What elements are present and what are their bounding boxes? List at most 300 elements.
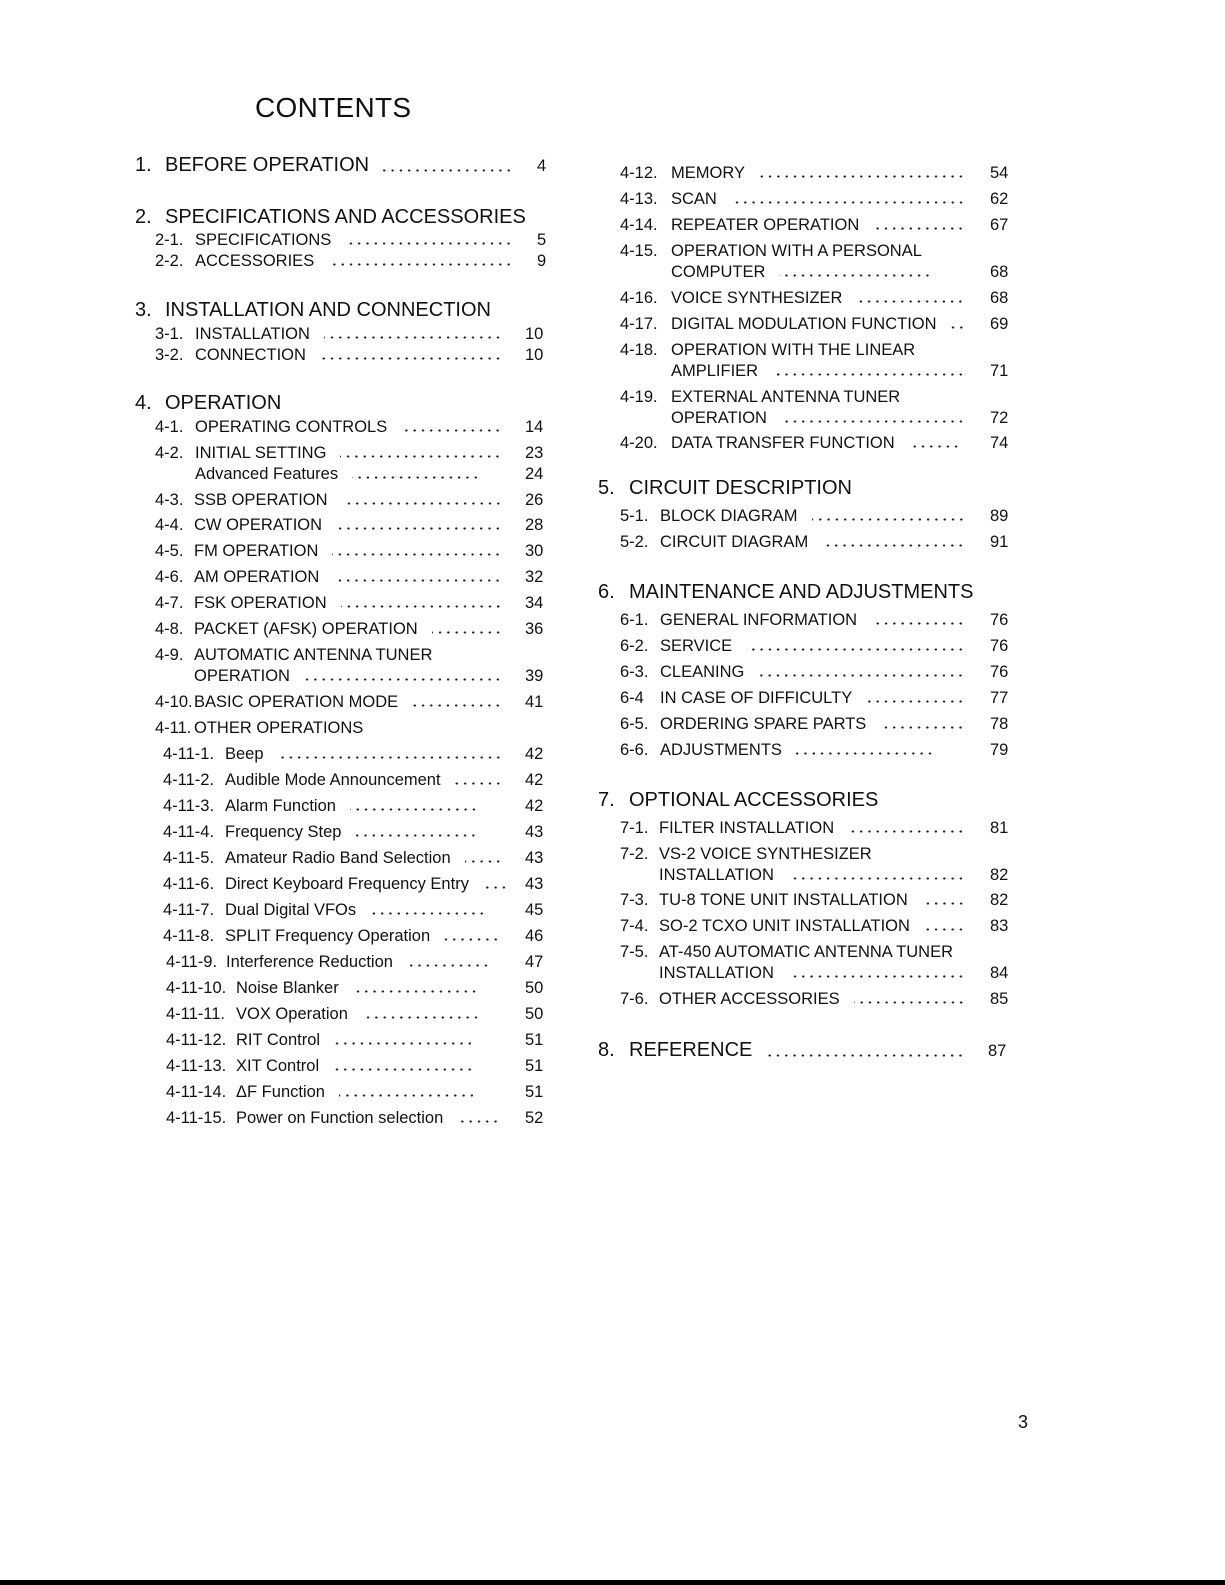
dot-leader <box>333 579 502 582</box>
entry-title: SPECIFICATIONS AND ACCESSORIES <box>165 206 526 228</box>
entry-title: DATA TRANSFER FUNCTION <box>671 434 895 452</box>
entry-title: AT-450 AUTOMATIC ANTENNA TUNER <box>659 943 954 961</box>
entry-page-number: 50 <box>525 1005 544 1023</box>
toc-entry[interactable] <box>194 515 502 535</box>
entry-title: IN CASE OF DIFFICULTY <box>660 689 853 707</box>
entry-page-number: 68 <box>990 263 1009 281</box>
dot-leader <box>320 357 502 360</box>
entry-page-number: 43 <box>525 849 544 867</box>
entry-title: SSB OPERATION <box>194 491 328 509</box>
dot-leader <box>759 175 965 178</box>
entry-page-number: 46 <box>525 927 544 945</box>
entry-number: 7-2. <box>620 845 649 863</box>
entry-title: RIT Control <box>236 1031 321 1049</box>
dot-leader <box>779 274 932 277</box>
entry-title: Interference Reduction <box>226 953 393 971</box>
entry-number: 6-5. <box>620 715 649 733</box>
toc-entry[interactable] <box>660 714 965 734</box>
entry-page-number: 50 <box>525 979 544 997</box>
entry-title: REFERENCE <box>629 1039 753 1061</box>
entry-page-number: 77 <box>990 689 1009 707</box>
entry-number: 6-4 <box>620 689 644 707</box>
toc-entry[interactable] <box>671 163 965 183</box>
toc-entry[interactable] <box>660 610 965 630</box>
toc-entry[interactable] <box>671 387 900 407</box>
entry-number: 4-20. <box>620 434 658 452</box>
entry-page-number: 82 <box>990 891 1009 909</box>
toc-entry[interactable] <box>671 189 965 209</box>
entry-page-number: 85 <box>990 990 1009 1008</box>
dot-leader <box>432 631 502 634</box>
entry-page-number: 83 <box>990 917 1009 935</box>
dot-leader <box>345 242 513 245</box>
entry-title: OPERATION WITH THE LINEAR <box>671 341 916 359</box>
entry-page-number: 78 <box>990 715 1009 733</box>
toc-entry[interactable] <box>659 916 965 936</box>
toc-entry[interactable] <box>165 153 513 177</box>
entry-page-number: 34 <box>525 594 544 612</box>
dot-leader <box>856 300 965 303</box>
dot-leader <box>880 726 965 729</box>
entry-page-number: 9 <box>537 252 547 270</box>
dot-leader <box>304 678 502 681</box>
dot-leader <box>340 455 502 458</box>
dot-leader <box>758 674 965 677</box>
toc-entry[interactable] <box>659 844 872 864</box>
entry-title: VS-2 VOICE SYNTHESIZER <box>659 845 872 863</box>
entry-page-number: 79 <box>990 741 1009 759</box>
entry-number: 3. <box>135 299 152 321</box>
dot-leader <box>342 502 502 505</box>
entry-number: 3-2. <box>155 346 184 364</box>
dot-leader <box>746 648 965 651</box>
entry-number: 3-1. <box>155 325 184 343</box>
entry-title: OPTIONAL ACCESSORIES <box>629 789 879 811</box>
entry-number: 4-18. <box>620 341 658 359</box>
entry-page-number: 71 <box>990 362 1009 380</box>
toc-entry[interactable] <box>165 391 281 415</box>
entry-page-number: 45 <box>525 901 544 919</box>
toc-entry[interactable] <box>659 818 965 838</box>
entry-number: 8. <box>598 1039 615 1061</box>
toc-entry[interactable] <box>671 241 922 261</box>
entry-number: 6. <box>598 581 615 603</box>
entry-number: 4-11-9. <box>166 953 218 971</box>
entry-page-number: 91 <box>990 533 1009 551</box>
toc-entry[interactable] <box>629 476 852 500</box>
entry-title: CONNECTION <box>195 346 306 364</box>
entry-number: 2. <box>135 206 152 228</box>
entry-number: 4-11-12. <box>166 1031 227 1049</box>
entry-page-number: 84 <box>990 964 1009 982</box>
entry-title: SO-2 TCXO UNIT INSTALLATION <box>659 917 910 935</box>
entry-number: 4-19. <box>620 388 658 406</box>
toc-entry[interactable] <box>659 942 953 962</box>
toc-entry[interactable] <box>629 788 878 812</box>
toc-entry[interactable] <box>194 718 363 738</box>
dot-leader <box>332 553 502 556</box>
entry-title: TU-8 TONE UNIT INSTALLATION <box>659 891 908 909</box>
entry-title: SCAN <box>671 190 717 208</box>
entry-title: ACCESSORIES <box>195 252 315 270</box>
toc-entry[interactable] <box>195 230 513 250</box>
toc-entry[interactable] <box>225 796 478 816</box>
entry-page-number: 51 <box>525 1083 544 1101</box>
toc-entry[interactable] <box>671 433 960 453</box>
dot-leader <box>788 877 965 880</box>
toc-entry[interactable] <box>660 532 965 552</box>
toc-entry[interactable] <box>671 288 965 308</box>
dot-leader <box>401 429 502 432</box>
toc-entry[interactable] <box>236 1056 474 1076</box>
page-title: CONTENTS <box>255 92 412 123</box>
dot-leader <box>328 263 513 266</box>
dot-leader <box>457 1120 500 1123</box>
toc-entry[interactable] <box>236 1004 480 1024</box>
toc-entry[interactable] <box>660 688 965 708</box>
toc-entry[interactable] <box>660 662 965 682</box>
dot-leader <box>483 886 508 889</box>
entry-page-number: 10 <box>525 346 544 364</box>
entry-number: 4-17. <box>620 315 658 333</box>
toc-entry[interactable] <box>194 666 502 686</box>
dot-leader <box>333 1068 474 1071</box>
dot-leader <box>922 902 965 905</box>
entry-page-number: 28 <box>525 516 544 534</box>
entry-number: 1. <box>135 154 152 176</box>
entry-number: 7-5. <box>620 943 649 961</box>
toc-entry[interactable] <box>194 619 502 639</box>
toc-entry[interactable] <box>195 251 513 271</box>
entry-title: Dual Digital VFOs <box>225 901 357 919</box>
page-number: 3 <box>1018 1412 1029 1432</box>
toc-entry[interactable] <box>165 298 491 322</box>
entry-title: EXTERNAL ANTENNA TUNER <box>671 388 901 406</box>
entry-title: VOICE SYNTHESIZER <box>671 289 843 307</box>
entry-page-number: 42 <box>525 771 544 789</box>
entry-title: REPEATER OPERATION <box>671 216 860 234</box>
entry-page-number: 82 <box>990 866 1009 884</box>
toc-entry[interactable] <box>671 408 965 428</box>
entry-number: 5-1. <box>620 507 649 525</box>
dot-leader <box>339 1094 476 1097</box>
entry-number: 4-12. <box>620 164 658 182</box>
toc-entry[interactable] <box>225 900 486 920</box>
entry-page-number: 52 <box>525 1109 544 1127</box>
toc-entry[interactable] <box>659 865 965 885</box>
entry-number: 4-7. <box>155 594 184 612</box>
entry-number: 4-13. <box>620 190 658 208</box>
dot-leader <box>350 808 478 811</box>
dot-leader <box>353 990 478 993</box>
entry-page-number: 39 <box>525 667 544 685</box>
entry-number: 5-2. <box>620 533 649 551</box>
entry-number: 4-11-11. <box>166 1005 226 1023</box>
entry-title: AUTOMATIC ANTENNA TUNER <box>194 646 433 664</box>
entry-page-number: 76 <box>990 663 1009 681</box>
entry-title: Direct Keyboard Frequency Entry <box>225 875 469 893</box>
toc-entry[interactable] <box>671 262 932 282</box>
entry-number: 4-11-3. <box>163 797 215 815</box>
entry-title: BEFORE OPERATION <box>165 154 370 176</box>
entry-title: SERVICE <box>660 637 733 655</box>
dot-leader <box>370 912 486 915</box>
dot-leader <box>362 1016 480 1019</box>
toc-entry[interactable] <box>660 636 965 656</box>
entry-title: Advanced Features <box>195 465 339 483</box>
dot-leader <box>341 605 502 608</box>
dot-leader <box>812 518 965 521</box>
dot-leader <box>871 622 965 625</box>
entry-title: Frequency Step <box>225 823 342 841</box>
toc-entry[interactable] <box>660 740 934 760</box>
toc-entry[interactable] <box>671 340 915 360</box>
entry-title: FM OPERATION <box>194 542 319 560</box>
toc-entry[interactable] <box>236 1082 476 1102</box>
entry-title: AM OPERATION <box>194 568 320 586</box>
toc-entry[interactable] <box>225 822 478 842</box>
entry-number: 6-6. <box>620 741 649 759</box>
entry-title: CW OPERATION <box>194 516 323 534</box>
entry-number: 4-2. <box>155 444 184 462</box>
toc-entry[interactable] <box>195 345 502 365</box>
entry-title: ΔF Function <box>236 1083 325 1101</box>
entry-title: CIRCUIT DESCRIPTION <box>629 477 852 499</box>
toc-entry[interactable] <box>236 1030 474 1050</box>
toc-entry[interactable] <box>226 952 490 972</box>
entry-page-number: 54 <box>990 164 1009 182</box>
entry-title: OPERATION <box>671 409 767 427</box>
entry-title: FILTER INSTALLATION <box>659 819 835 837</box>
entry-title: BASIC OPERATION MODE <box>194 693 399 711</box>
entry-title: MAINTENANCE AND ADJUSTMENTS <box>629 581 974 603</box>
toc-entry[interactable] <box>195 443 502 463</box>
toc-entry[interactable] <box>659 963 965 983</box>
toc-entry[interactable] <box>165 205 526 229</box>
entry-number: 7-1. <box>620 819 649 837</box>
entry-number: 4-1. <box>155 418 184 436</box>
entry-page-number: 47 <box>525 953 544 971</box>
toc-entry[interactable] <box>195 464 480 484</box>
dot-leader <box>407 964 490 967</box>
entry-number: 4-11-8. <box>163 927 215 945</box>
toc-entry[interactable] <box>194 541 502 561</box>
entry-number: 4-10. <box>155 693 193 711</box>
entry-number: 4-11-15. <box>166 1109 227 1127</box>
entry-page-number: 42 <box>525 745 544 763</box>
entry-number: 7. <box>598 789 615 811</box>
entry-page-number: 74 <box>990 434 1009 452</box>
entry-number: 4-16. <box>620 289 658 307</box>
entry-number: 7-6. <box>620 990 649 1008</box>
toc-entry[interactable] <box>195 417 502 437</box>
dot-leader <box>766 1054 965 1057</box>
entry-title: OPERATION <box>194 667 290 685</box>
entry-number: 4-11-4. <box>163 823 215 841</box>
entry-number: 6-2. <box>620 637 649 655</box>
dot-leader <box>412 704 502 707</box>
entry-title: VOX Operation <box>236 1005 348 1023</box>
dot-leader <box>278 756 502 759</box>
entry-title: SPLIT Frequency Operation <box>225 927 431 945</box>
dot-leader <box>444 938 500 941</box>
toc-entry[interactable] <box>629 1038 965 1062</box>
entry-number: 4-4. <box>155 516 184 534</box>
entry-title: XIT Control <box>236 1057 320 1075</box>
entry-title: Audible Mode Announcement <box>225 771 441 789</box>
entry-title: SPECIFICATIONS <box>195 231 332 249</box>
entry-number: 4-11-5. <box>163 849 215 867</box>
entry-page-number: 36 <box>525 620 544 638</box>
entry-title: PACKET (AFSK) OPERATION <box>194 620 418 638</box>
dot-leader <box>465 860 502 863</box>
entry-number: 4-6. <box>155 568 184 586</box>
entry-page-number: 68 <box>990 289 1009 307</box>
dot-leader <box>324 336 502 339</box>
dot-leader <box>909 445 960 448</box>
entry-number: 4-11-14. <box>166 1083 227 1101</box>
entry-title: FSK OPERATION <box>194 594 327 612</box>
toc-entry[interactable] <box>194 692 502 712</box>
entry-title: Beep <box>225 745 264 763</box>
entry-title: COMPUTER <box>671 263 766 281</box>
entry-title: DIGITAL MODULATION FUNCTION <box>671 315 937 333</box>
entry-page-number: 4 <box>537 157 547 175</box>
entry-number: 6-3. <box>620 663 649 681</box>
dot-leader <box>772 373 965 376</box>
entry-title: Noise Blanker <box>236 979 339 997</box>
entry-page-number: 67 <box>990 216 1009 234</box>
entry-page-number: 76 <box>990 611 1009 629</box>
toc-entry[interactable] <box>660 506 965 526</box>
entry-number: 6-1. <box>620 611 649 629</box>
dot-leader <box>924 928 965 931</box>
entry-page-number: 23 <box>525 444 544 462</box>
dot-leader <box>848 830 965 833</box>
dot-leader <box>822 544 965 547</box>
entry-title: OPERATION WITH A PERSONAL <box>671 242 922 260</box>
entry-title: INSTALLATION AND CONNECTION <box>165 299 491 321</box>
entry-title: OPERATION <box>165 392 282 414</box>
entry-page-number: 14 <box>525 418 544 436</box>
entry-number: 2-2. <box>155 252 184 270</box>
entry-title: CLEANING <box>660 663 745 681</box>
entry-page-number: 41 <box>525 693 544 711</box>
entry-title: ADJUSTMENTS <box>660 741 782 759</box>
entry-title: OPERATING CONTROLS <box>195 418 388 436</box>
dot-leader <box>951 326 965 329</box>
entry-number: 4-11-1. <box>163 745 215 763</box>
toc-entry[interactable] <box>236 978 478 998</box>
entry-number: 4-11-2. <box>163 771 215 789</box>
entry-page-number: 30 <box>525 542 544 560</box>
entry-number: 4-11-13. <box>166 1057 227 1075</box>
dot-leader <box>866 700 965 703</box>
entry-number: 4-15. <box>620 242 658 260</box>
entry-number: 4-3. <box>155 491 184 509</box>
entry-number: 4-8. <box>155 620 184 638</box>
entry-number: 4-11-6. <box>163 875 215 893</box>
entry-title: GENERAL INFORMATION <box>660 611 858 629</box>
entry-page-number: 72 <box>990 409 1009 427</box>
toc-entry[interactable] <box>236 1108 500 1128</box>
entry-page-number: 76 <box>990 637 1009 655</box>
toc-entry[interactable] <box>194 567 502 587</box>
toc-entry[interactable] <box>194 593 502 613</box>
entry-page-number: 32 <box>525 568 544 586</box>
entry-number: 2-1. <box>155 231 184 249</box>
entry-page-number: 43 <box>525 823 544 841</box>
entry-number: 7-3. <box>620 891 649 909</box>
dot-leader <box>455 782 502 785</box>
entry-title: INSTALLATION <box>195 325 310 343</box>
toc-entry[interactable] <box>225 744 502 764</box>
entry-page-number: 5 <box>537 231 547 249</box>
entry-number: 4-11. <box>155 719 192 737</box>
entry-number: 4-9. <box>155 646 184 664</box>
entry-title: INITIAL SETTING <box>195 444 327 462</box>
entry-number: 4-5. <box>155 542 184 560</box>
toc-entry[interactable] <box>194 490 502 510</box>
toc-entry[interactable] <box>671 361 965 381</box>
toc-entry[interactable] <box>195 324 502 344</box>
entry-page-number: 69 <box>990 315 1009 333</box>
toc-entry[interactable] <box>194 645 432 665</box>
toc-entry[interactable] <box>659 890 965 910</box>
dot-leader <box>796 752 934 755</box>
dot-leader <box>352 476 480 479</box>
entry-title: AMPLIFIER <box>671 362 759 380</box>
entry-title: OTHER OPERATIONS <box>194 719 364 737</box>
entry-page-number: 51 <box>525 1031 544 1049</box>
dot-leader <box>336 527 502 530</box>
entry-number: 4-11-7. <box>163 901 215 919</box>
entry-number: 4. <box>135 392 152 414</box>
entry-title: Power on Function selection <box>236 1109 444 1127</box>
entry-number: 4-11-10. <box>166 979 227 997</box>
entry-number: 4-14. <box>620 216 658 234</box>
entry-title: OTHER ACCESSORIES <box>659 990 840 1008</box>
entry-page-number: 43 <box>525 875 544 893</box>
dot-leader <box>781 420 965 423</box>
entry-title: CIRCUIT DIAGRAM <box>660 533 809 551</box>
toc-entry[interactable] <box>659 989 965 1009</box>
entry-page-number: 62 <box>990 190 1009 208</box>
entry-page-number: 81 <box>990 819 1009 837</box>
entry-page-number: 51 <box>525 1057 544 1075</box>
toc-entry[interactable] <box>225 770 502 790</box>
toc-entry[interactable] <box>225 926 500 946</box>
dot-leader <box>334 1042 474 1045</box>
entry-number: 7-4. <box>620 917 649 935</box>
entry-page-number: 89 <box>990 507 1009 525</box>
entry-title: INSTALLATION <box>659 866 774 884</box>
entry-title: BLOCK DIAGRAM <box>660 507 798 525</box>
entry-page-number: 26 <box>525 491 544 509</box>
entry-page-number: 87 <box>988 1042 1007 1060</box>
dot-leader <box>731 201 965 204</box>
toc-entry[interactable] <box>225 874 508 894</box>
toc-entry[interactable] <box>671 314 965 334</box>
dot-leader <box>788 975 965 978</box>
dot-leader <box>383 169 513 172</box>
entry-title: Amateur Radio Band Selection <box>225 849 451 867</box>
toc-entry[interactable] <box>671 215 965 235</box>
toc-entry[interactable] <box>225 848 502 868</box>
toc-entry[interactable] <box>629 580 973 604</box>
entry-number: 5. <box>598 477 615 499</box>
entry-title: Alarm Function <box>225 797 336 815</box>
